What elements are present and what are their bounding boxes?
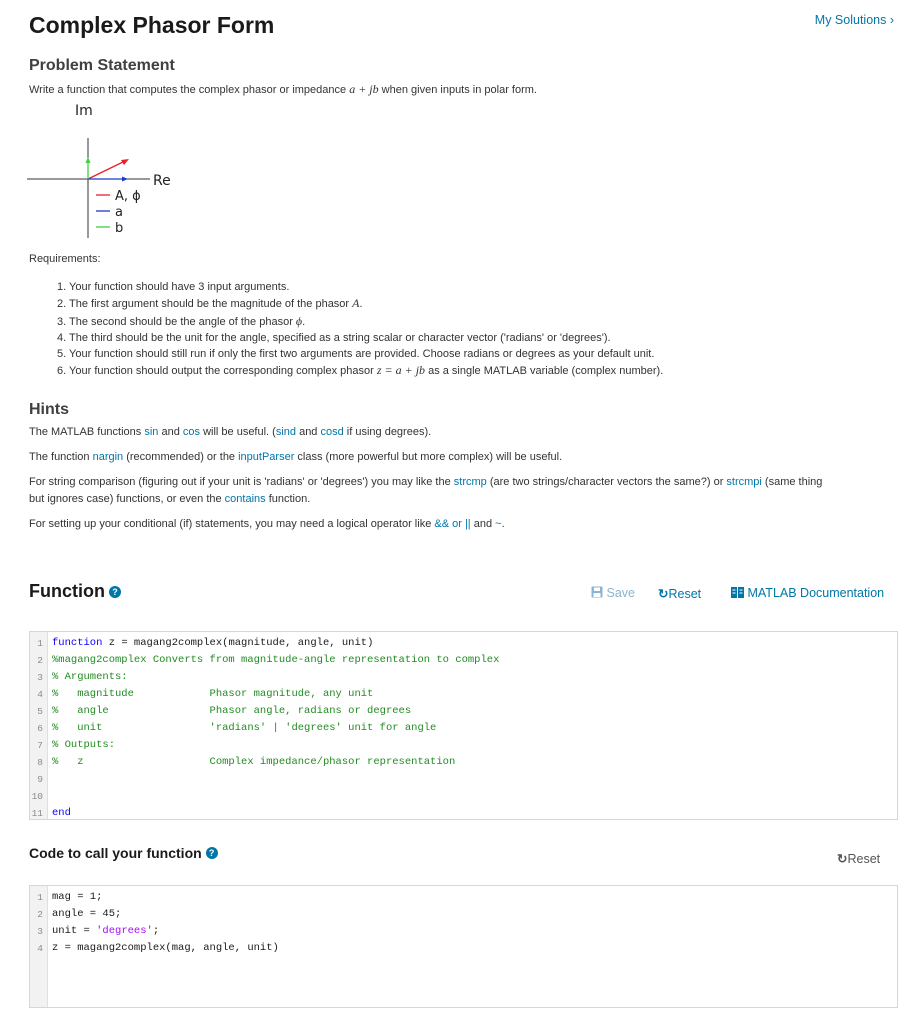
req3-text: 3. The second should be the angle of the phasor bbox=[57, 315, 296, 328]
contains-doc-link[interactable]: contains bbox=[224, 493, 266, 505]
line-number: 2 bbox=[37, 655, 43, 666]
code-text bbox=[52, 923, 159, 940]
hint-3-cont bbox=[29, 493, 310, 505]
requirement-item bbox=[57, 295, 663, 312]
function-code-editor[interactable] bbox=[29, 631, 898, 820]
req2-text: 2. The first argument should be the magnitude of the phasor bbox=[57, 298, 353, 311]
hint-text: function. bbox=[265, 493, 311, 505]
cos-doc-link[interactable]: cos bbox=[182, 426, 201, 438]
hint-text: and bbox=[470, 518, 496, 530]
req6-text: 6. Your function should output the corresponding complex phasor bbox=[57, 365, 377, 378]
reset-function-button[interactable] bbox=[658, 586, 701, 601]
code-line[interactable] bbox=[30, 754, 897, 771]
hint-3 bbox=[29, 476, 822, 488]
hint-1 bbox=[29, 426, 431, 438]
line-number: 10 bbox=[31, 791, 43, 802]
code-line[interactable] bbox=[30, 906, 897, 923]
code-line[interactable] bbox=[30, 652, 897, 669]
save-button[interactable] bbox=[591, 586, 635, 600]
comment-token: % Outputs: bbox=[52, 739, 116, 751]
line-number: 5 bbox=[37, 706, 43, 717]
code-text bbox=[52, 703, 411, 720]
code-text bbox=[52, 652, 499, 669]
reset-icon: ↻ bbox=[837, 852, 848, 866]
my-solutions-link[interactable]: My Solutions › bbox=[814, 13, 894, 27]
code-text bbox=[52, 720, 436, 737]
blue-arrowhead bbox=[122, 177, 128, 182]
line-number: 3 bbox=[37, 926, 43, 937]
req3-end: . bbox=[302, 315, 306, 328]
hints-heading: Hints bbox=[29, 401, 69, 418]
requirement-item: 5. Your function should still run if only the first two arguments are provided. Choose radians or degrees as your default unit. bbox=[57, 348, 655, 361]
legend-label-a-phi: A, ϕ bbox=[115, 189, 141, 204]
code-token: mag = 1; bbox=[52, 891, 103, 903]
code-line[interactable] bbox=[30, 720, 897, 737]
code-line[interactable] bbox=[30, 889, 897, 906]
sind-doc-link[interactable]: sind bbox=[275, 426, 297, 438]
code-text bbox=[52, 889, 102, 906]
hint-text: (are two strings/character vectors the same?) or bbox=[486, 476, 727, 488]
help-icon[interactable]: ? bbox=[109, 586, 121, 598]
intro-math: a + jb bbox=[349, 82, 379, 96]
nargin-doc-link[interactable]: nargin bbox=[92, 451, 124, 463]
keyword-token: end bbox=[52, 807, 71, 819]
code-line[interactable] bbox=[30, 737, 897, 754]
matlab-documentation-button[interactable] bbox=[731, 586, 884, 600]
hint-text: and bbox=[296, 426, 321, 438]
strcmpi-doc-link[interactable]: strcmpi bbox=[726, 476, 762, 488]
code-text bbox=[52, 686, 373, 703]
re-axis-label: Re bbox=[153, 173, 171, 189]
code-line[interactable] bbox=[30, 669, 897, 686]
phasor-diagram bbox=[25, 98, 195, 246]
logical-ops-doc-link[interactable]: && or || bbox=[434, 518, 471, 530]
function-heading bbox=[29, 581, 121, 602]
requirement-item bbox=[57, 313, 663, 330]
code-token: angle = 45; bbox=[52, 908, 122, 920]
code-text bbox=[52, 635, 373, 652]
reset-call-button[interactable] bbox=[837, 851, 880, 866]
line-number: 8 bbox=[37, 757, 43, 768]
sin-doc-link[interactable]: sin bbox=[144, 426, 159, 438]
intro-text: Write a function that computes the complex phasor or impedance bbox=[29, 84, 350, 96]
hint-text: class (more powerful but more complex) will be useful. bbox=[294, 451, 563, 463]
doc-label: MATLAB Documentation bbox=[747, 586, 885, 600]
string-token: 'degrees' bbox=[96, 925, 153, 937]
requirement-item bbox=[57, 362, 663, 379]
hint-text: will be useful. ( bbox=[200, 426, 276, 438]
keyword-token: function bbox=[52, 637, 103, 649]
intro-text-end: when given inputs in polar form. bbox=[378, 84, 537, 96]
im-axis-label: Im bbox=[75, 103, 93, 119]
req2-math: A bbox=[352, 296, 360, 311]
hint-text: The function bbox=[29, 451, 93, 463]
inputparser-doc-link[interactable]: inputParser bbox=[238, 451, 295, 463]
code-token: z = magang2complex(magnitude, angle, unit) bbox=[102, 637, 374, 649]
line-number: 9 bbox=[37, 774, 43, 785]
code-line[interactable] bbox=[30, 635, 897, 652]
red-phasor-vector bbox=[88, 161, 125, 179]
line-number: 1 bbox=[37, 638, 43, 649]
hint-2 bbox=[29, 451, 562, 463]
function-heading-text: Function bbox=[29, 581, 105, 601]
line-number: 1 bbox=[37, 892, 43, 903]
code-line[interactable] bbox=[30, 923, 897, 940]
call-code-editor[interactable] bbox=[29, 885, 898, 1008]
comment-token: %magang2complex Converts from magnitude-angle representation to complex bbox=[52, 654, 500, 666]
line-number: 7 bbox=[37, 740, 43, 751]
floppy-disk-icon bbox=[591, 586, 603, 598]
line-number: 11 bbox=[31, 808, 43, 819]
comment-token: % z Complex impedance/phasor representation bbox=[52, 756, 456, 768]
line-number: 4 bbox=[37, 943, 43, 954]
help-icon[interactable]: ? bbox=[206, 847, 218, 859]
reset-label: Reset bbox=[847, 852, 881, 866]
hint-text: and bbox=[158, 426, 183, 438]
problem-statement-heading: Problem Statement bbox=[29, 57, 175, 74]
reset-label: Reset bbox=[668, 587, 702, 601]
comment-token: % unit 'radians' | 'degrees' unit for angle bbox=[52, 722, 437, 734]
code-text bbox=[52, 906, 121, 923]
hint-4 bbox=[29, 518, 505, 530]
hint-text: . bbox=[501, 518, 505, 530]
requirements-list bbox=[57, 279, 663, 380]
strcmp-doc-link[interactable]: strcmp bbox=[453, 476, 487, 488]
code-line[interactable] bbox=[30, 703, 897, 720]
code-text bbox=[52, 737, 115, 754]
code-text bbox=[52, 805, 71, 822]
code-line[interactable] bbox=[30, 940, 897, 957]
line-number: 6 bbox=[37, 723, 43, 734]
code-token: unit = bbox=[52, 925, 97, 937]
line-number: 2 bbox=[37, 909, 43, 920]
hint-text: (recommended) or the bbox=[123, 451, 239, 463]
req6-math: z = a + jb bbox=[376, 363, 426, 378]
book-icon bbox=[731, 587, 744, 598]
comment-token: % magnitude Phasor magnitude, any unit bbox=[52, 688, 374, 700]
page-title: Complex Phasor Form bbox=[29, 12, 275, 38]
requirement-item: 1. Your function should have 3 input arguments. bbox=[57, 281, 290, 293]
req6-end: as a single MATLAB variable (complex number). bbox=[425, 365, 664, 378]
line-number: 3 bbox=[37, 672, 43, 683]
req3-math: ϕ bbox=[295, 313, 303, 328]
code-text bbox=[52, 940, 279, 957]
hint-text: (same thing bbox=[761, 476, 823, 488]
code-line[interactable] bbox=[30, 686, 897, 703]
requirements-label: Requirements: bbox=[29, 253, 101, 265]
problem-intro bbox=[29, 82, 537, 97]
code-text bbox=[52, 754, 455, 771]
code-line[interactable] bbox=[30, 805, 897, 822]
code-token: ; bbox=[152, 925, 160, 937]
green-arrowhead bbox=[86, 157, 91, 163]
hint-text: The MATLAB functions bbox=[29, 426, 145, 438]
comment-token: % Arguments: bbox=[52, 671, 128, 683]
hint-text: For string comparison (figuring out if your unit is 'radians' or 'degrees') you may like the bbox=[29, 476, 454, 488]
call-heading-text: Code to call your function bbox=[29, 845, 202, 861]
reset-icon: ↻ bbox=[658, 587, 669, 601]
requirement-item: 4. The third should be the unit for the angle, specified as a string scalar or character vector ('radians' or 'degrees'). bbox=[57, 331, 611, 344]
line-number: 4 bbox=[37, 689, 43, 700]
code-line[interactable] bbox=[30, 788, 897, 805]
code-text bbox=[52, 669, 128, 686]
hint-text: but ignores case) functions, or even the bbox=[29, 493, 225, 505]
hint-text: For setting up your conditional (if) statements, you may need a logical operator like bbox=[29, 518, 435, 530]
hint-text: if using degrees). bbox=[343, 426, 432, 438]
cosd-doc-link[interactable]: cosd bbox=[320, 426, 344, 438]
code-token: z = magang2complex(mag, angle, unit) bbox=[52, 942, 279, 954]
not-op-doc-link[interactable]: ~ bbox=[495, 518, 502, 530]
code-line[interactable] bbox=[30, 771, 897, 788]
legend-label-a: a bbox=[115, 205, 123, 220]
save-label: Save bbox=[606, 586, 635, 600]
req2-end: . bbox=[359, 298, 363, 311]
legend-label-b: b bbox=[115, 221, 124, 236]
call-code-heading bbox=[29, 845, 218, 861]
comment-token: % angle Phasor angle, radians or degrees bbox=[52, 705, 412, 717]
